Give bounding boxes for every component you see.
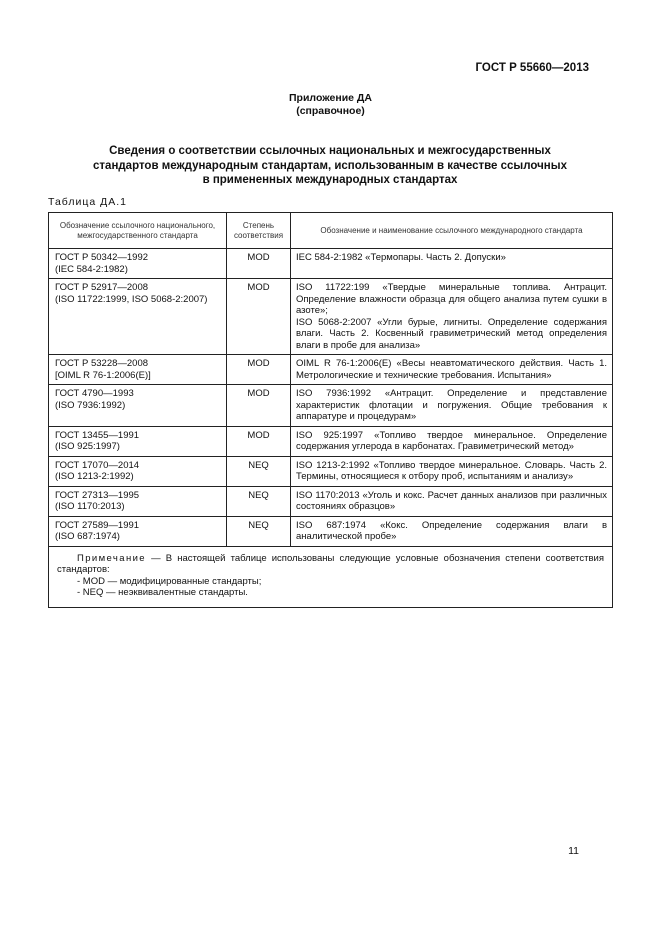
international-standard-cell: ISO 7936:1992 «Антрацит. Определение и представление характеристик флотации и погружения. Общие требования к аппаратуре и процедурам» (291, 385, 613, 427)
degree-cell: MOD (227, 385, 291, 427)
section-title-line: в примененных международных стандартах (202, 174, 458, 186)
note-text (57, 553, 604, 576)
header-degree: Степень соответствия (227, 213, 291, 249)
degree-cell: MOD (227, 249, 291, 279)
note-label: Примечание (77, 552, 146, 564)
table-note-row (49, 546, 613, 607)
header-national-standard: Обозначение ссылочного национального, межгосударственного стандарта (49, 213, 227, 249)
international-standard-cell: ISO 1170:2013 «Уголь и кокс. Расчет данных анализов при различных состояниях образцов» (291, 486, 613, 516)
international-standard-cell: ISO 925:1997 «Топливо твердое минеральное. Определение содержания углерода в карбонатах. Гравиметрический метод» (291, 426, 613, 456)
table-caption: Таблица ДА.1 (48, 196, 127, 208)
degree-cell: NEQ (227, 486, 291, 516)
correspondence-table-wrapper (48, 212, 612, 608)
international-standard-cell: ISO 11722:199 «Твердые минеральные топлива. Антрацит. Определение влажности образца для общего анализа путем сушки в азоте»; ISO 5068-2:2007 «Угли бурые, лигниты. Определение содержания влаги. Часть 2. Косвенный гравиметрический метод определения влаги в пробе для анализа» (291, 279, 613, 355)
degree-cell: NEQ (227, 516, 291, 546)
section-title-line: Сведения о соответствии ссылочных национальных и межгосударственных (109, 145, 551, 157)
national-standard-cell: ГОСТ 17070—2014 (ISO 1213-2:1992) (49, 456, 227, 486)
header-international-standard: Обозначение и наименование ссылочного международного стандарта (291, 213, 613, 249)
international-standard-cell: ISO 1213-2:1992 «Топливо твердое минеральное. Словарь. Часть 2. Термины, относящиеся к отбору проб, испытаниям и анализу» (291, 456, 613, 486)
national-standard-cell: ГОСТ 13455—1991 (ISO 925:1997) (49, 426, 227, 456)
correspondence-table (48, 212, 613, 608)
national-standard-cell: ГОСТ 4790—1993 (ISO 7936:1992) (49, 385, 227, 427)
section-title (60, 144, 600, 188)
page-number: 11 (568, 845, 579, 857)
degree-cell: MOD (227, 279, 291, 355)
section-title-line: стандартов международным стандартам, использованным в качестве ссылочных (93, 159, 567, 172)
table-row (49, 456, 613, 486)
table-row (49, 426, 613, 456)
international-standard-cell: OIML R 76-1:2006(E) «Весы неавтоматического действия. Часть 1. Метрологические и технические требования. Испытания» (291, 355, 613, 385)
table-row (49, 516, 613, 546)
national-standard-cell: ГОСТ Р 50342—1992 (IEC 584-2:1982) (49, 249, 227, 279)
table-row (49, 279, 613, 355)
national-standard-cell: ГОСТ 27313—1995 (ISO 1170:2013) (49, 486, 227, 516)
table-row (49, 385, 613, 427)
note-item-neq: - NEQ — неэквивалентные стандарты. (77, 587, 248, 598)
national-standard-cell: ГОСТ Р 53228—2008 [OIML R 76-1:2006(E)] (49, 355, 227, 385)
appendix-subtitle: (справочное) (296, 105, 365, 117)
international-standard-cell: ISO 687:1974 «Кокс. Определение содержания влаги в аналитической пробе» (291, 516, 613, 546)
table-row (49, 486, 613, 516)
degree-cell: NEQ (227, 456, 291, 486)
national-standard-cell: ГОСТ Р 52917—2008 (ISO 11722:1999, ISO 5068-2:2007) (49, 279, 227, 355)
international-standard-cell: IEC 584-2:1982 «Термопары. Часть 2. Допуски» (291, 249, 613, 279)
national-standard-cell: ГОСТ 27589—1991 (ISO 687:1974) (49, 516, 227, 546)
degree-cell: MOD (227, 426, 291, 456)
note-item-mod: - MOD — модифицированные стандарты; (77, 575, 262, 587)
table-header-row (49, 213, 613, 249)
table-note (49, 546, 613, 607)
degree-cell: MOD (227, 355, 291, 385)
appendix-title: Приложение ДА (289, 92, 372, 104)
note-body: — В настоящей таблице использованы следующие условные обозначения степени соответствия стандартов: (57, 552, 605, 575)
appendix-heading (0, 92, 661, 118)
document-code: ГОСТ Р 55660—2013 (475, 62, 589, 74)
table-row (49, 249, 613, 279)
table-row (49, 355, 613, 385)
